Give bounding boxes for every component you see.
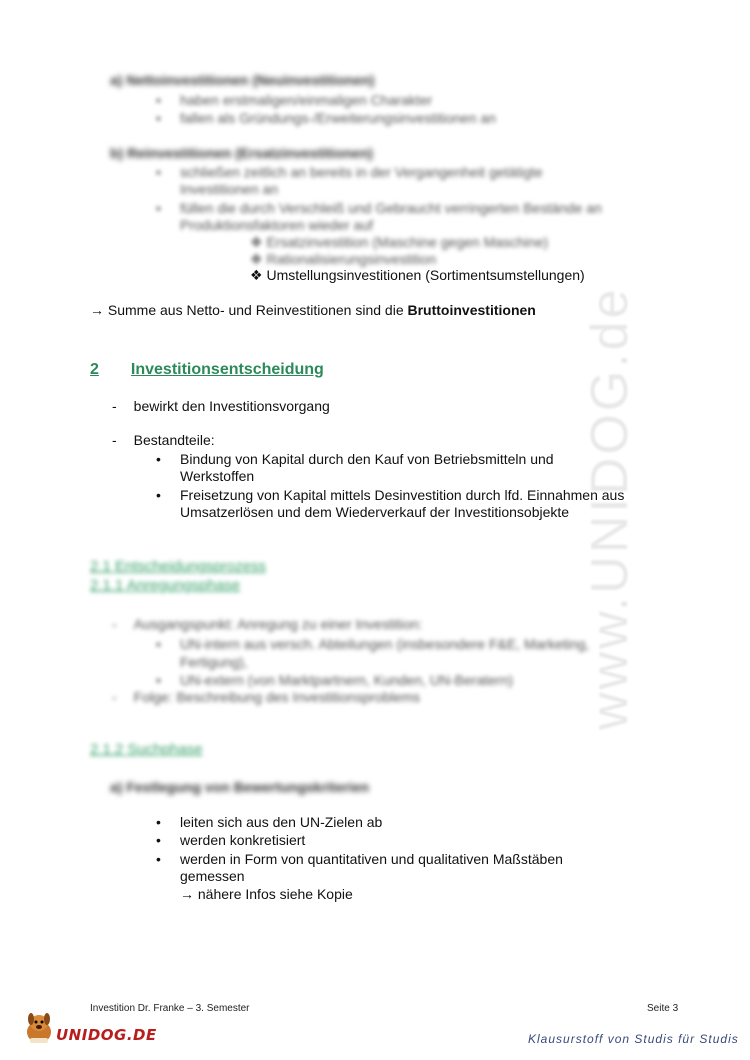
logo-text: UNIDOG.DE [56,1026,157,1044]
footer-slogan: Klausurstoff von Studis für Studis [528,1032,739,1046]
section-2-bullet-1-line-1: • Bindung von Kapital durch den Kauf von Betriebsmitteln und [180,451,554,467]
section-2-1-dash-1: - Ausgangspunkt: Anregung zu einer Investition: [112,616,423,632]
section-2-1-2-bullet-3-line-1: • werden in Form von quantitativen und qualitativen Maßstäben [180,851,563,867]
section-2-dash-2: - Bestandteile: [112,432,215,448]
section-2-1-2-bullet-2: • werden konkretisiert [180,832,305,848]
section-2-bullet-2-line-1: • Freisetzung von Kapital mittels Desinvestition durch lfd. Einnahmen aus [180,487,624,503]
section-2-1-1-heading: 2.1.1 Anregungsphase [90,577,241,594]
section-2-1-2-bullet-3-line-2: gemessen [180,868,245,884]
section-b-item-1-line-2: Investitionen an [180,181,279,197]
section-2-bullet-2-line-2: Umsatzerlösen und dem Wiederverkauf der Investitionsobjekte [180,504,570,520]
section-2-bullet-1-line-2: Werkstoffen [180,468,255,484]
section-2-1-bullet-1-line-1: • UN-intern aus versch. Abteilungen (insbesondere F&E, Marketing, [180,636,589,652]
section-2-1-2-subtitle: a) Festlegung von Bewertungskriterien [110,779,370,795]
section-2-1-bullet-2: • UN-extern (von Marktpartnern, Kunden, UN-Beratern) [180,672,513,688]
section-b-item-2-line-2: Produktionsfaktoren wieder auf [180,217,373,233]
section-b-sub-item-2: ❖ Rationalisierungsinvestition [250,251,437,267]
section-b-item-1-line-1: • schließen zeitlich an bereits in der Vergangenheit getätigte [180,164,543,180]
section-b-sub-item-1: ❖ Ersatzinvestition (Maschine gegen Maschine) [250,234,549,250]
section-2-heading: 2 Investitionsentscheidung [90,361,324,378]
section-2-1-2-bullet-1: • leiten sich aus den UN-Zielen ab [180,814,382,830]
diamond-bullet-icon: ❖ [250,251,267,267]
section-2-dash-1: - bewirkt den Investitionsvorgang [112,398,330,414]
section-a-item-2: • fallen als Gründungs-/Erweiterungsinvestitionen an [180,110,496,126]
section-a-title: a) Nettoinvestitionen (Neuinvestitionen) [110,72,375,88]
section-a-item-1: • haben erstmaligen/einmaligen Charakter [180,92,432,108]
unidog-logo [22,1010,162,1050]
watermark: www.UNIDOG.de [581,286,639,730]
section-b-title: b) Reinvestitionen (Ersatzinvestitionen) [110,145,373,161]
footer-left: Investition Dr. Franke – 3. Semester [90,1003,250,1014]
section-2-1-heading: 2.1 Entscheidungsprozess [90,558,266,575]
footer-page-number: Seite 3 [647,1003,679,1014]
section-b-sub-item-3: ❖ Umstellungsinvestitionen (Sortimentsumstellungen) [250,267,585,283]
section-2-1-2-arrow-note: → nähere Infos siehe Kopie [180,886,353,902]
diamond-bullet-icon: ❖ [250,267,267,283]
diamond-bullet-icon: ❖ [250,234,267,250]
section-b-item-2-line-1: • füllen die durch Verschleiß und Gebraucht verringerten Bestände an [180,200,602,216]
summary-line: → Summe aus Netto- und Reinvestitionen sind die Bruttoinvestitionen [90,302,536,318]
section-2-1-dash-2: - Folge: Beschreibung des Investitionsproblems [112,689,421,705]
section-2-1-2-heading: 2.1.2 Suchphase [90,741,203,758]
section-2-1-bullet-1-line-2: Fertigung), [180,654,248,670]
dog-icon [22,1010,56,1046]
